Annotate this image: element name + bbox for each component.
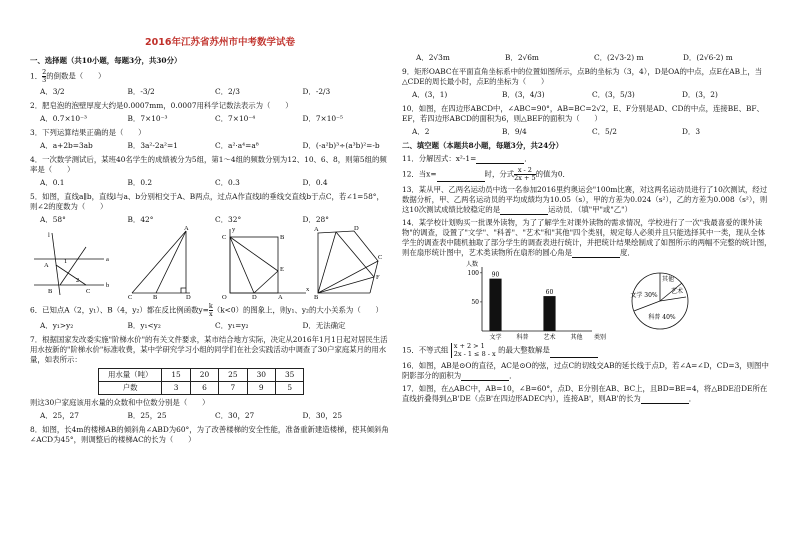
option-a[interactable]: A．2√3m — [416, 53, 450, 62]
right-column — [402, 52, 772, 407]
exam-title: 2016年江苏省苏州市中考数学试卷 — [145, 37, 295, 48]
option-c[interactable]: C．a²·a⁴=a⁸ — [215, 141, 259, 150]
q3-options — [40, 141, 390, 151]
question-12: 12．当x= 时，分式 $\frac{x - 2}{2x + 5}$ 的值为0． — [402, 166, 570, 182]
table-cell: 25 — [219, 369, 247, 382]
bar-value-label: 90 — [491, 271, 500, 279]
question-7: 7．根据国家发改委实施"阶梯水价"的有关文件要求，某市结合地方实际，决定从2016年1月1日起对居民生活用水按新的"阶梯水价"标准收费，某中学研究学习小组的同学们在社会实践活动中调查了30户家庭某月的用水量，如表所示： — [30, 335, 388, 364]
x-tick-label: 其他 — [570, 334, 583, 341]
table-cell: 7 — [219, 382, 247, 395]
option-c[interactable]: C．30，27 — [215, 411, 255, 420]
table-cell: 35 — [275, 369, 303, 382]
option-d[interactable]: D．(3，2) — [682, 90, 718, 99]
chart-row — [402, 261, 772, 341]
label-c-point: C — [86, 288, 91, 295]
option-a[interactable]: A．y₁>y₂ — [40, 321, 74, 330]
label-x-axis: x — [306, 286, 310, 293]
table-row — [99, 382, 304, 395]
label-d-point: D — [354, 225, 359, 232]
section-choice: 一、选择题（共10小题，每题3分，共30分） — [30, 56, 182, 65]
x-tick-label: 文学 — [489, 334, 502, 341]
q10-options — [412, 127, 772, 137]
table-cell: 9 — [247, 382, 275, 395]
question-17: 17．如图，在△ABC中，AB=10，∠B=60°，点D、E分别在AB、BC上，且BD=BE=4，将△BDE沿DE所在直线折叠得到△B'DE（点B'在四边形ADEC内），连接AB'，则AB'的长为 ． — [402, 384, 768, 403]
inequality-system: x + 2 > 1 2x - 1 ≤ 8 - x — [451, 343, 496, 358]
option-c[interactable]: C．y₁=y₂ — [215, 321, 249, 330]
q8-options — [416, 53, 772, 63]
question-3: 3．下列运算结果正确的是（ ） — [30, 128, 146, 137]
question-15: 15．不等式组 x + 2 > 1 2x - 1 ≤ 8 - x 的最大整数解是 — [402, 343, 772, 358]
label-a: a — [106, 256, 109, 263]
label-f-point: F — [376, 274, 380, 281]
option-b[interactable]: B．0.2 — [127, 178, 153, 187]
x-tick-label: 科普 — [516, 334, 529, 341]
option-b[interactable]: B．9/4 — [502, 127, 527, 136]
answer-blank[interactable] — [550, 349, 598, 358]
q9-options — [412, 90, 772, 100]
label-c-point: C — [378, 254, 383, 261]
q1-options — [40, 87, 390, 97]
table-cell: 3 — [162, 382, 190, 395]
figures-row — [30, 225, 390, 301]
question-9: 9．矩形OABC在平面直角坐标系中的位置如图所示，点B的坐标为（3，4），D是OA的中点，点E在AB上，当△CDE的周长最小时，点E的坐标为（ ） — [402, 67, 763, 86]
option-a[interactable]: A．0.1 — [40, 178, 65, 187]
option-c[interactable]: C．0.3 — [215, 178, 240, 187]
option-d[interactable]: D．(-a²b)³÷(a³b)²=-b — [302, 141, 380, 150]
answer-blank[interactable] — [572, 249, 620, 258]
question-14: 14．某学校计划购买一批课外读物，为了了解学生对课外读物的需求情况，学校进行了一次"我最喜爱的课外读物"的调查，设置了"文学"、"科普"、"艺术"和"其他"四个类别，规定每人必须并且只能选择其中一类，现从全体学生的调查表中随机抽取了部分学生的调查表进行统计，并把统计结果绘制成了如图所示的两幅不完整的统计图，则在扇形统计图中，艺术类读物所在扇形的圆心角是 度． — [402, 218, 772, 257]
bar — [489, 279, 501, 331]
pie-label-art: 艺术 — [670, 288, 684, 295]
question-10: 10．如图，在四边形ABCD中，∠ABC=90°，AB=BC=2√2，E、F分别是AD、CD的中点，连接BE、BF、EF，若四边形ABCD的面积为6，则△BEF的面积为（ ） — [402, 104, 764, 123]
option-a[interactable]: A．0.7×10⁻³ — [40, 114, 87, 123]
question-11: 11．分解因式：x²-1= ． — [402, 154, 532, 163]
question-4: 4．一次数学测试后，某班40名学生的成绩被分为5组，第1～4组的频数分别为12、10、6、8，则第5组的频率是（ ） — [30, 155, 387, 174]
label-a-point: A — [278, 294, 283, 301]
y-axis-label: 人数 — [465, 261, 478, 268]
option-c[interactable]: C．2/3 — [215, 87, 240, 96]
q7-options — [40, 411, 390, 421]
label-a-point: A — [184, 225, 189, 232]
label-c-point: C — [128, 294, 133, 301]
label-a-point: A — [314, 226, 319, 233]
pie-label-literature: 文学 30% — [630, 292, 658, 299]
bar — [543, 296, 555, 331]
label-b-point: B — [153, 294, 158, 301]
table-cell: 户数 — [99, 382, 162, 395]
table-cell: 30 — [247, 369, 275, 382]
question-7-tail: 则这30户家庭该用水量的众数和中位数分别是（ ） — [30, 398, 210, 407]
pie-label-other: 其他 — [661, 276, 675, 283]
answer-blank[interactable] — [641, 395, 689, 404]
option-a[interactable]: A．25，27 — [40, 411, 79, 420]
option-d[interactable]: D．(2√6-2) m — [683, 53, 733, 62]
option-b[interactable]: B．42° — [127, 215, 154, 224]
question-5: 5．如图，直线a∥b，直线l与a、b分别相交于A、B两点，过点A作直线l的垂线交直线b于点C，若∠1=58°，则∠2的度数为（ ） — [30, 192, 384, 211]
left-column — [30, 52, 390, 448]
option-c[interactable]: C．(2√3-2) m — [594, 53, 644, 62]
option-a[interactable]: A．58° — [40, 215, 66, 224]
fraction: $\frac{2}{3}$ — [42, 68, 47, 84]
label-a-point: A — [44, 262, 49, 269]
question-1: 1． $\frac{2}{3}$ 的倒数是（ ） — [30, 68, 106, 84]
option-a[interactable]: A．(3，1) — [412, 90, 448, 99]
table-cell: 15 — [162, 369, 190, 382]
question-6: 6．已知点A（2，y₁）、B（4，y₂）都在反比例函数y= $\frac{k}{x}$ （k<0）的图象上，则y₁、y₂的大小关系为（ ） — [30, 302, 383, 318]
option-d[interactable]: D．3 — [682, 127, 701, 136]
label-b: b — [106, 282, 110, 289]
label-d-point: D — [186, 294, 191, 301]
option-c[interactable]: C．32° — [215, 215, 242, 224]
y-tick-label: 100 — [467, 269, 479, 277]
label-l: l — [48, 232, 50, 239]
option-c[interactable]: C．(3，5/3) — [592, 90, 635, 99]
y-tick-label: 50 — [471, 298, 479, 306]
table-row — [99, 369, 304, 382]
q4-options — [40, 178, 390, 188]
pie-chart — [620, 261, 700, 341]
table-cell: 6 — [190, 382, 218, 395]
x-tick-label: 艺术 — [543, 334, 556, 341]
label-angle-1: 1 — [64, 258, 68, 265]
section-fill: 二、填空题（本题共8小题，每题3分，共24分） — [402, 141, 563, 150]
label-b-point: B — [280, 234, 285, 241]
option-b[interactable]: B．(3，4/3) — [502, 90, 545, 99]
figure-rectangle-axes — [220, 227, 310, 299]
answer-blank[interactable] — [500, 206, 548, 215]
option-b[interactable]: B．2√6m — [505, 53, 539, 62]
question-16: 16．如图，AB是⊙O的直径，AC是⊙O的弦，过点C的切线交AB的延长线于点D，若∠A=∠D，CD=3，则图中阴影部分的面积为 ． — [402, 361, 769, 380]
option-a[interactable]: A．a+2b=3ab — [40, 141, 93, 150]
q2-options — [40, 114, 390, 124]
water-usage-table — [98, 368, 304, 395]
option-d[interactable]: D．0.4 — [302, 178, 328, 187]
option-d[interactable]: D．无法确定 — [302, 321, 346, 330]
option-d[interactable]: D．7×10⁻⁵ — [302, 114, 343, 123]
option-b[interactable]: B．y₁<y₂ — [127, 321, 161, 330]
option-b[interactable]: B．3a²-2a²=1 — [127, 141, 178, 150]
pie-label-science: 科普 40% — [648, 314, 676, 321]
label-c-point: C — [222, 234, 227, 241]
option-c[interactable]: C．7×10⁻⁴ — [215, 114, 256, 123]
fraction: $\frac{x - 2}{2x + 5}$ — [514, 166, 536, 182]
option-a[interactable]: A．2 — [412, 127, 430, 136]
bar-value-label: 60 — [545, 289, 554, 297]
fraction: $\frac{k}{x}$ — [208, 302, 213, 318]
figure-stair-triangle — [128, 227, 218, 299]
option-a[interactable]: A．3/2 — [40, 87, 65, 96]
table-cell: 用水量（吨） — [99, 369, 162, 382]
option-d[interactable]: D．-2/3 — [302, 87, 331, 96]
figure-parallel-lines — [30, 229, 110, 299]
question-8: 8．如图，长4m的楼梯AB的倾斜角∠ABD为60°，为了改善楼梯的安全性能，准备重新建造楼梯，使其倾斜角∠ACD为45°，则调整后的楼梯AC的长为（ ） — [30, 425, 389, 444]
q6-options — [40, 321, 390, 331]
figure-quadrilateral — [314, 227, 384, 299]
q5-options — [40, 215, 390, 225]
table-cell: 5 — [275, 382, 303, 395]
x-axis-label: 类别 — [594, 334, 607, 341]
label-o-point: O — [222, 294, 227, 301]
label-y-axis: y — [232, 226, 236, 233]
label-b-point: B — [48, 288, 53, 295]
option-b[interactable]: B．-3/2 — [127, 87, 155, 96]
label-angle-2: 2 — [76, 277, 80, 284]
option-d[interactable]: D．28° — [302, 215, 329, 224]
label-e-point: E — [280, 266, 284, 273]
option-b[interactable]: B．25，25 — [127, 411, 167, 420]
answer-blank[interactable] — [461, 372, 509, 381]
answer-blank[interactable] — [476, 155, 524, 164]
option-b[interactable]: B．7×10⁻³ — [127, 114, 168, 123]
option-c[interactable]: C．5/2 — [592, 127, 617, 136]
question-2: 2．肥皂泡的泡壁厚度大约是0.0007mm，0.0007用科学记数法表示为（ ） — [30, 101, 293, 110]
option-d[interactable]: D．30，25 — [302, 411, 343, 420]
question-13: 13．某从甲、乙两名运动员中选一名参加2016里约奥运会"100m比赛，对这两名运动员进行了10次测试，经过数据分析，甲、乙两名运动员的平均成绩均为10.05（s），甲的方差为0.024（s²），乙的方差为0.008（s²），则这10次测试成绩比较稳定的是 运动员．（填"甲"或"乙"） — [402, 185, 768, 214]
answer-blank[interactable] — [437, 173, 485, 182]
label-d-point: D — [252, 294, 257, 301]
table-cell: 20 — [190, 369, 218, 382]
label-b-point: B — [314, 294, 319, 301]
